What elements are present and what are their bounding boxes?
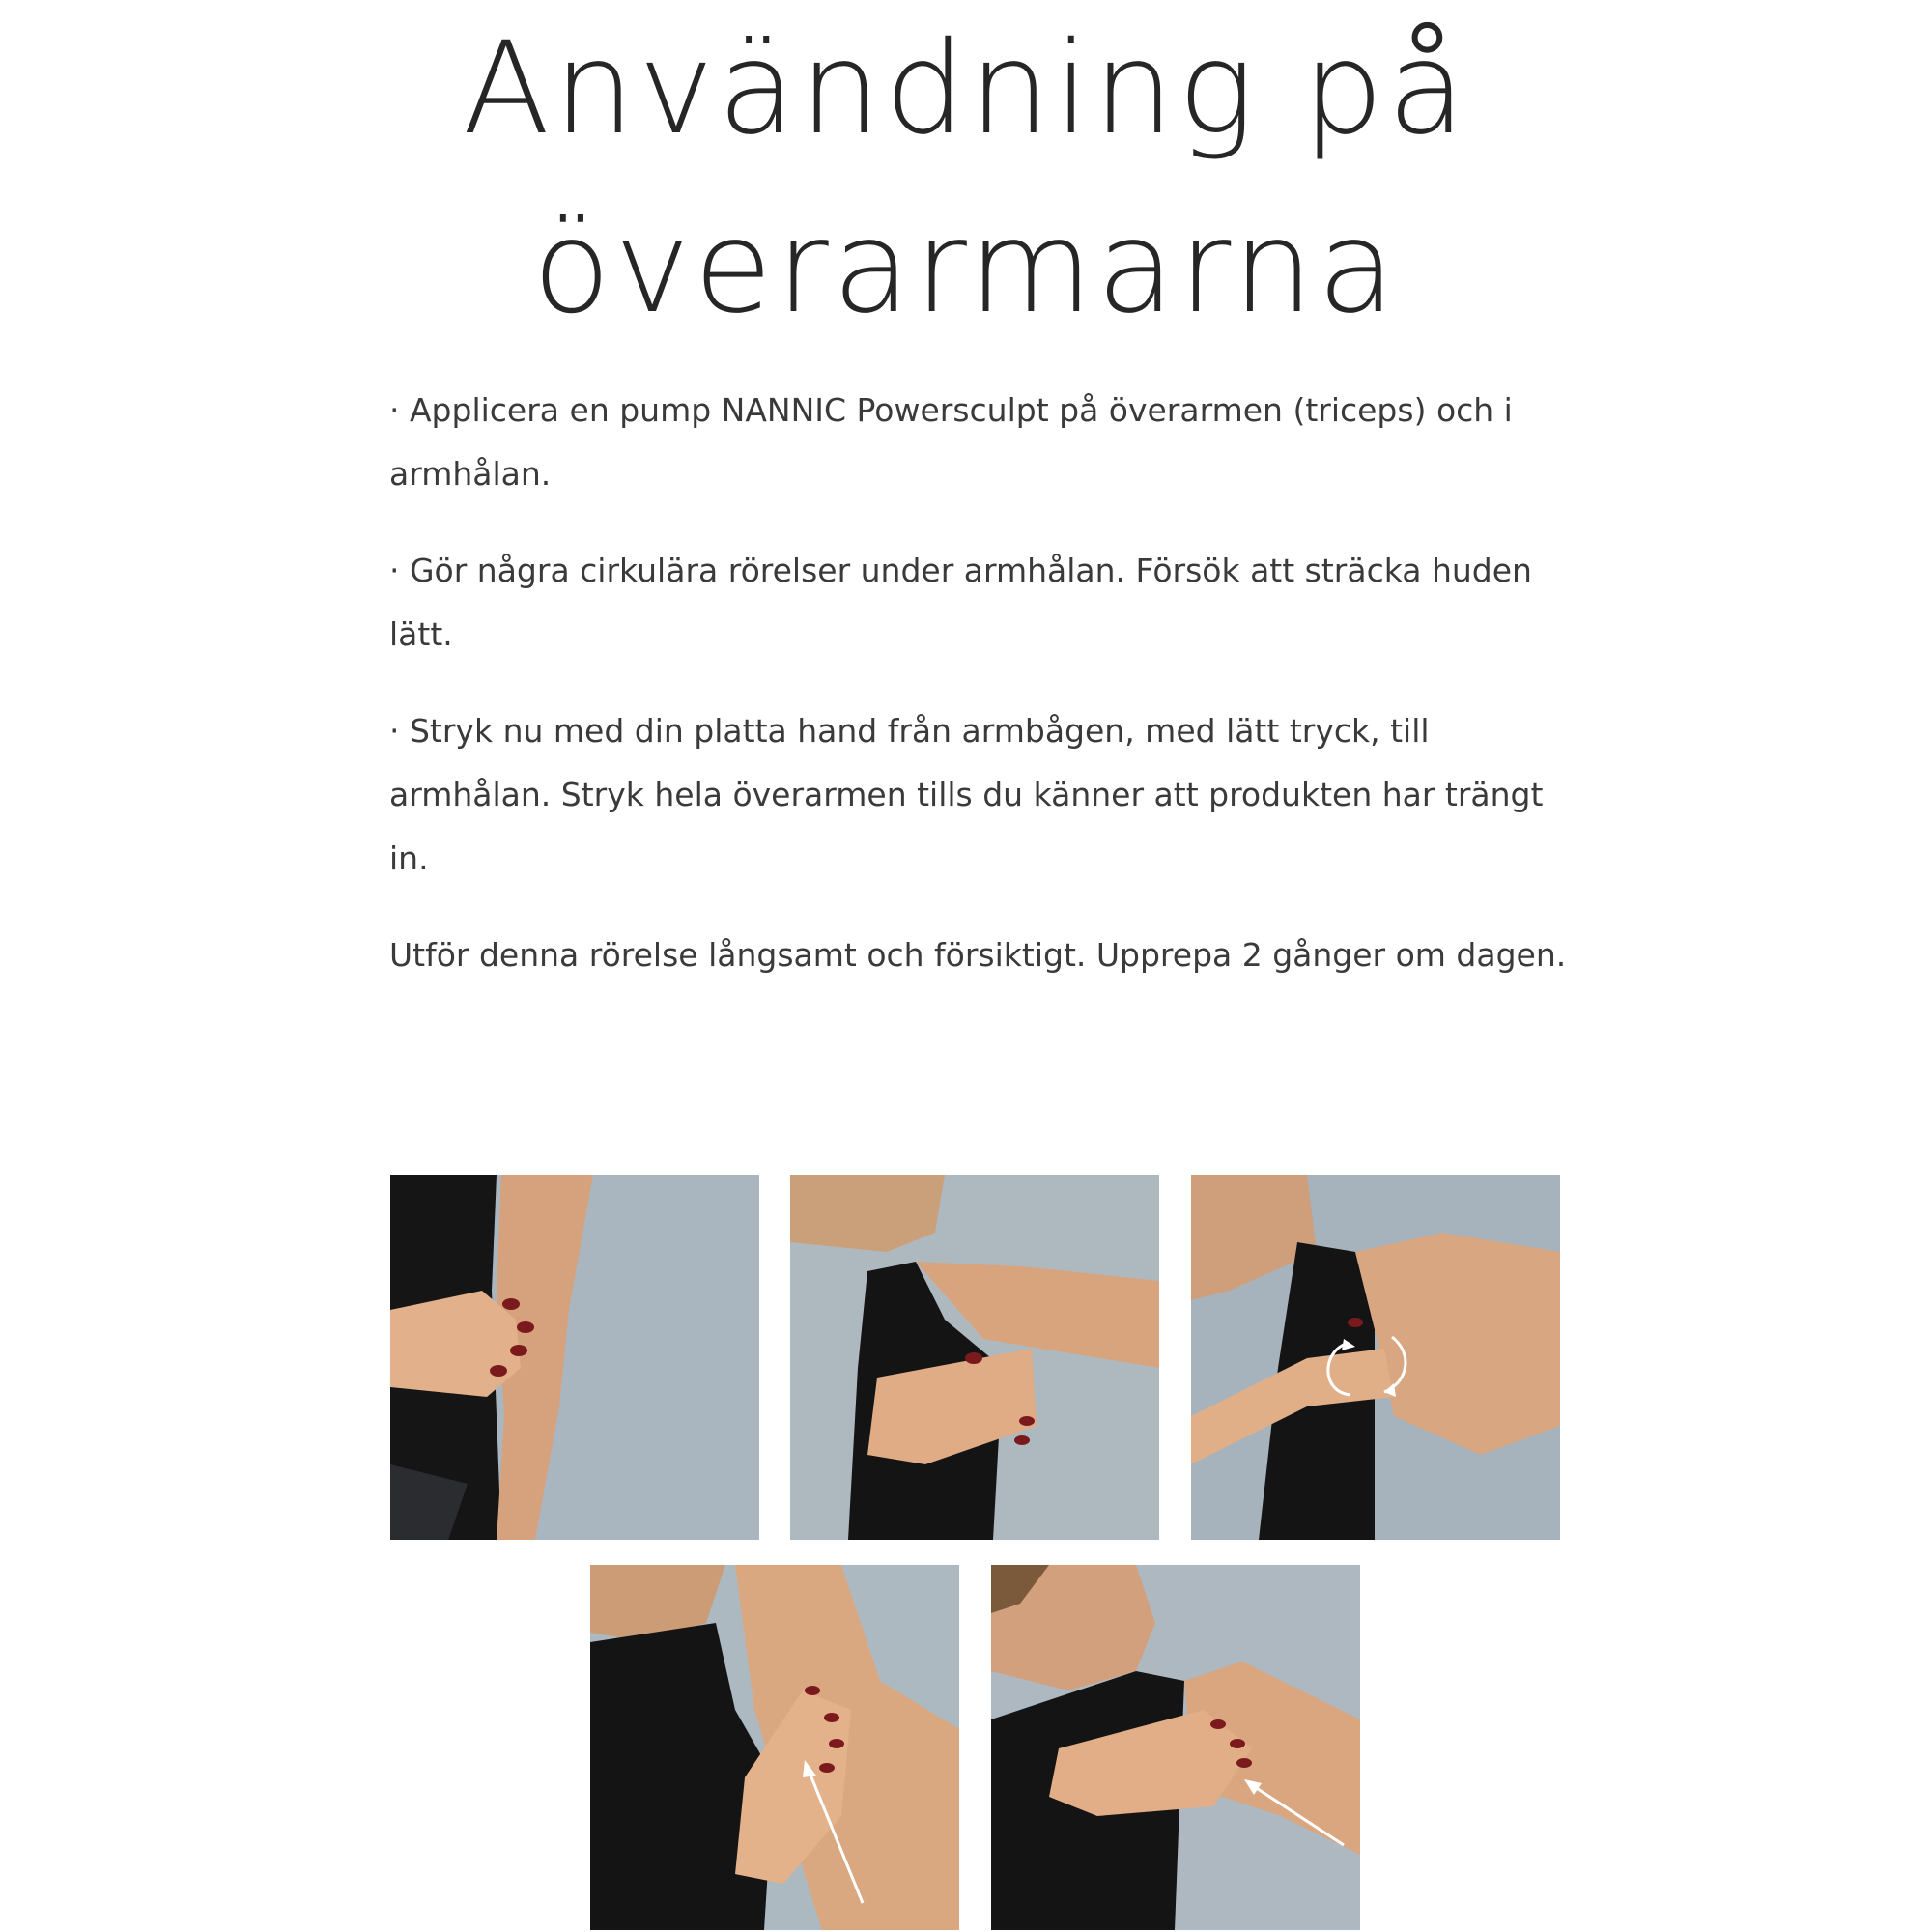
instruction-step-2: · Gör några cirkulära rörelser under armhålan. Försök att sträcka huden lätt. [389, 552, 1532, 653]
photo-forearm-application [390, 1175, 759, 1540]
photo-circular-motion [1191, 1175, 1560, 1540]
page-title-line-1: Användning på [462, 14, 1470, 163]
instructions [389, 379, 1568, 1020]
instruction-step-1: · Applicera en pump NANNIC Powersculpt på överarmen (triceps) och i armhålan. [389, 391, 1513, 493]
photo-stroke-to-armpit [590, 1565, 959, 1930]
photo-upper-arm-hold [790, 1175, 1159, 1540]
instruction-note: Utför denna rörelse långsamt och försiktigt. Upprepa 2 gånger om dagen. [389, 936, 1567, 974]
page-title-line-2: överarmarna [532, 193, 1400, 342]
page-title [0, 0, 1932, 357]
photo-stroke-to-shoulder [991, 1565, 1360, 1930]
instruction-step-3: · Stryk nu med din platta hand från armbågen, med lätt tryck, till armhålan. Stryk hela överarmen tills du känner att produkten har trängt in. [389, 712, 1544, 877]
